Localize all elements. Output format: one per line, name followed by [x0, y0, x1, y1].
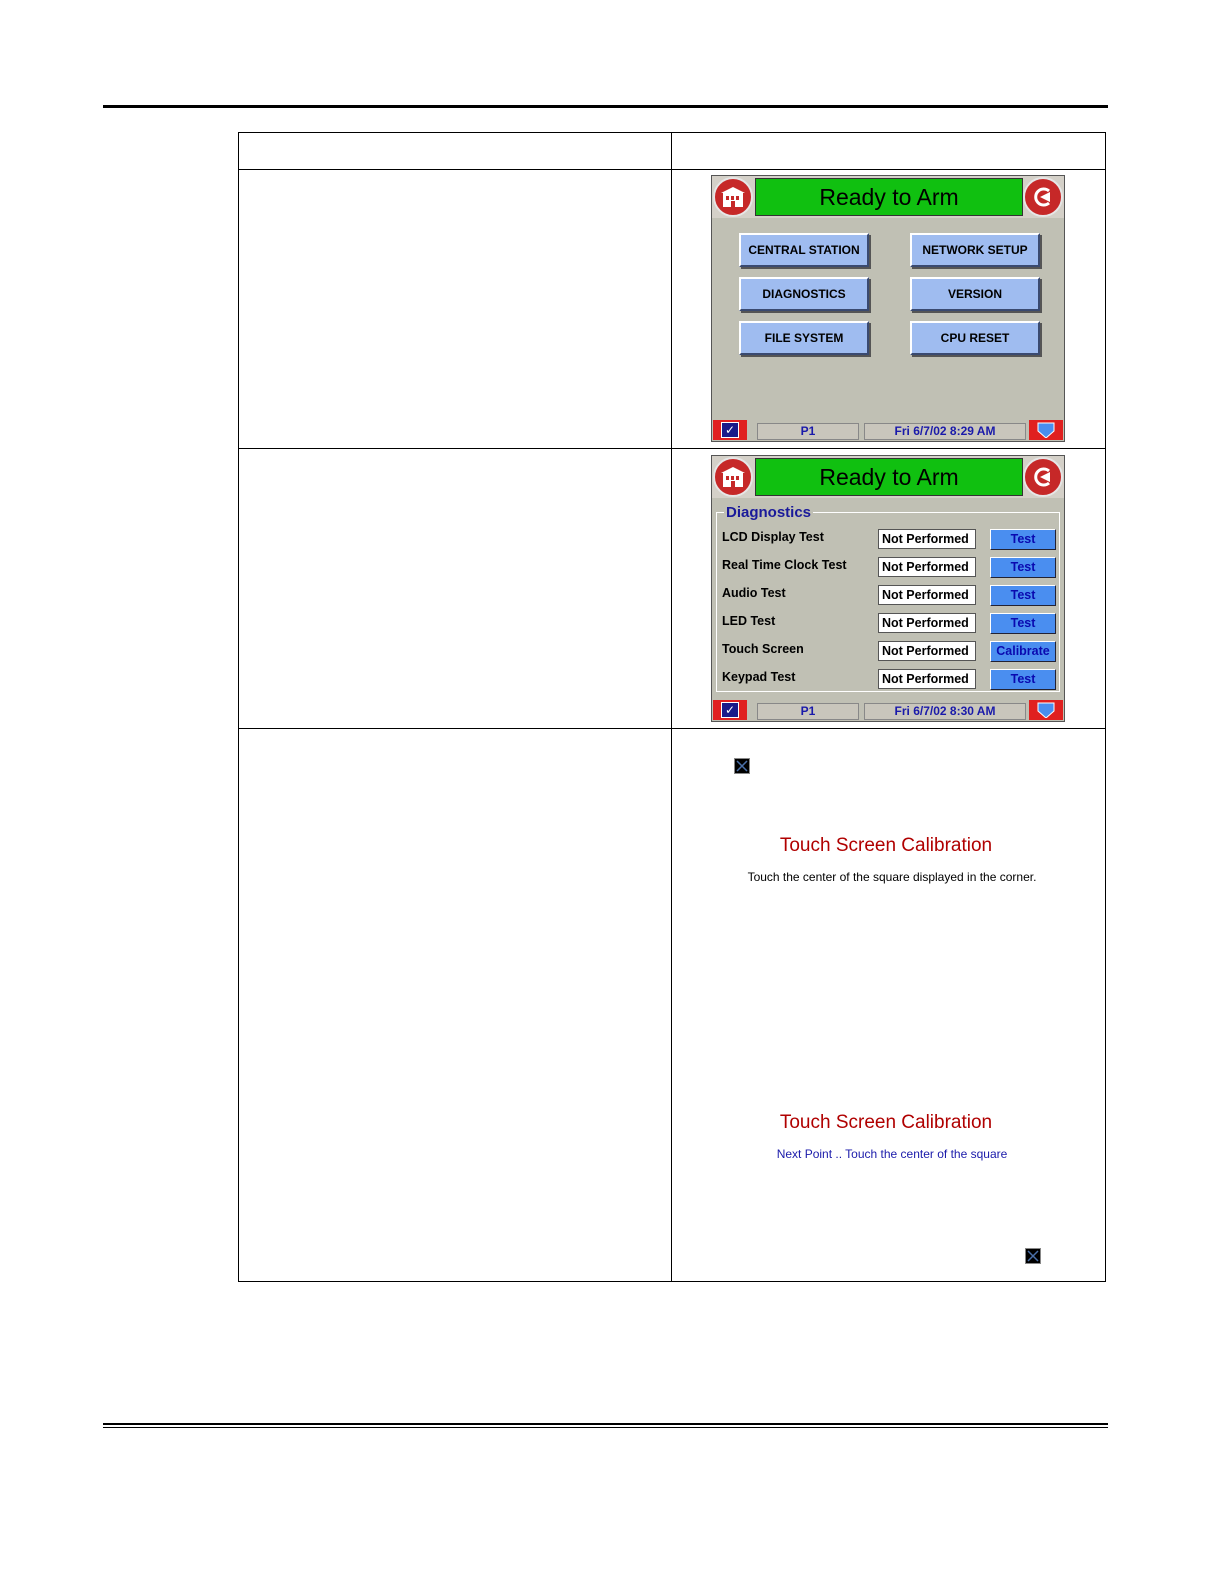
home-button[interactable] [713, 177, 753, 217]
diag-row-label: LCD Display Test [722, 530, 824, 544]
diag-row-label: Audio Test [722, 586, 786, 600]
calibration-target-icon[interactable] [1025, 1248, 1041, 1264]
calibration-target-icon[interactable] [734, 758, 750, 774]
system-status-bar [755, 458, 1023, 496]
shield-button[interactable] [1029, 420, 1063, 440]
file-system-button[interactable] [739, 321, 869, 355]
button-label: FILE SYSTEM [764, 331, 844, 345]
footer-rule [103, 1427, 1108, 1428]
panel-header [712, 176, 1064, 218]
calibration-instruction: Touch the center of the square displayed in the corner. [747, 870, 1037, 884]
keypad-test-button[interactable]: Test [990, 669, 1056, 690]
date-time-display: Fri 6/7/02 8:29 AM [864, 423, 1026, 440]
keypad-screen-diagnostics [711, 455, 1065, 722]
home-icon [720, 466, 746, 488]
exit-button[interactable] [1023, 457, 1063, 497]
diag-row-label: Real Time Clock Test [722, 558, 847, 572]
cpu-reset-button[interactable] [910, 321, 1040, 355]
check-icon: ✓ [721, 422, 739, 438]
keypad-screen-main-menu [711, 175, 1065, 442]
diag-row-status: Not Performed [878, 585, 976, 605]
partition-indicator[interactable]: P1 [757, 703, 859, 720]
shield-icon [1037, 702, 1055, 718]
x-mark-icon [735, 759, 749, 773]
system-status-bar [755, 178, 1023, 216]
table-row-divider [239, 448, 1105, 449]
shield-icon [1037, 422, 1055, 438]
system-status-text: Ready to Arm [819, 183, 959, 210]
checkbox-button[interactable] [713, 420, 747, 440]
system-status-text: Ready to Arm [819, 463, 959, 490]
button-label: CENTRAL STATION [748, 243, 860, 257]
x-mark-icon [1026, 1249, 1040, 1263]
calibration-next-instruction: Next Point .. Touch the center of the square [776, 1147, 1008, 1161]
clock-test-button[interactable]: Test [990, 557, 1056, 578]
partition-indicator[interactable]: P1 [757, 423, 859, 440]
footer-rule [103, 1423, 1108, 1425]
diag-row-status: Not Performed [878, 641, 976, 661]
diag-row-status: Not Performed [878, 529, 976, 549]
diag-row-status: Not Performed [878, 669, 976, 689]
exit-arrow-icon [1030, 466, 1056, 488]
button-label: DIAGNOSTICS [762, 287, 846, 301]
calibration-title: Touch Screen Calibration [779, 835, 993, 856]
diag-row-status: Not Performed [878, 613, 976, 633]
button-label: CPU RESET [940, 331, 1010, 345]
version-button[interactable] [910, 277, 1040, 311]
calibrate-button[interactable]: Calibrate [990, 641, 1056, 662]
home-icon [720, 186, 746, 208]
date-time-display: Fri 6/7/02 8:30 AM [864, 703, 1026, 720]
lcd-test-button[interactable]: Test [990, 529, 1056, 550]
led-test-button[interactable]: Test [990, 613, 1056, 634]
checkbox-button[interactable] [713, 700, 747, 720]
diag-row-status: Not Performed [878, 557, 976, 577]
panel-header [712, 456, 1064, 498]
table-column-divider [671, 133, 672, 1281]
diag-row-label: LED Test [722, 614, 776, 628]
shield-button[interactable] [1029, 700, 1063, 720]
table-row-divider [239, 728, 1105, 729]
check-icon: ✓ [721, 702, 739, 718]
calibration-title: Touch Screen Calibration [779, 1112, 993, 1133]
diagnostics-button[interactable] [739, 277, 869, 311]
button-label: VERSION [947, 287, 1002, 301]
exit-button[interactable] [1023, 177, 1063, 217]
diag-row-label: Touch Screen [722, 642, 804, 656]
panel-footer [712, 419, 1064, 441]
table-row-divider [239, 169, 1105, 170]
panel-footer [712, 699, 1064, 721]
audio-test-button[interactable]: Test [990, 585, 1056, 606]
central-station-button[interactable] [739, 233, 869, 267]
diag-row-label: Keypad Test [722, 670, 796, 684]
exit-arrow-icon [1030, 186, 1056, 208]
diagnostics-section-title: Diagnostics [726, 504, 812, 521]
home-button[interactable] [713, 457, 753, 497]
button-label: NETWORK SETUP [922, 243, 1028, 257]
header-rule [103, 105, 1108, 108]
network-setup-button[interactable] [910, 233, 1040, 267]
